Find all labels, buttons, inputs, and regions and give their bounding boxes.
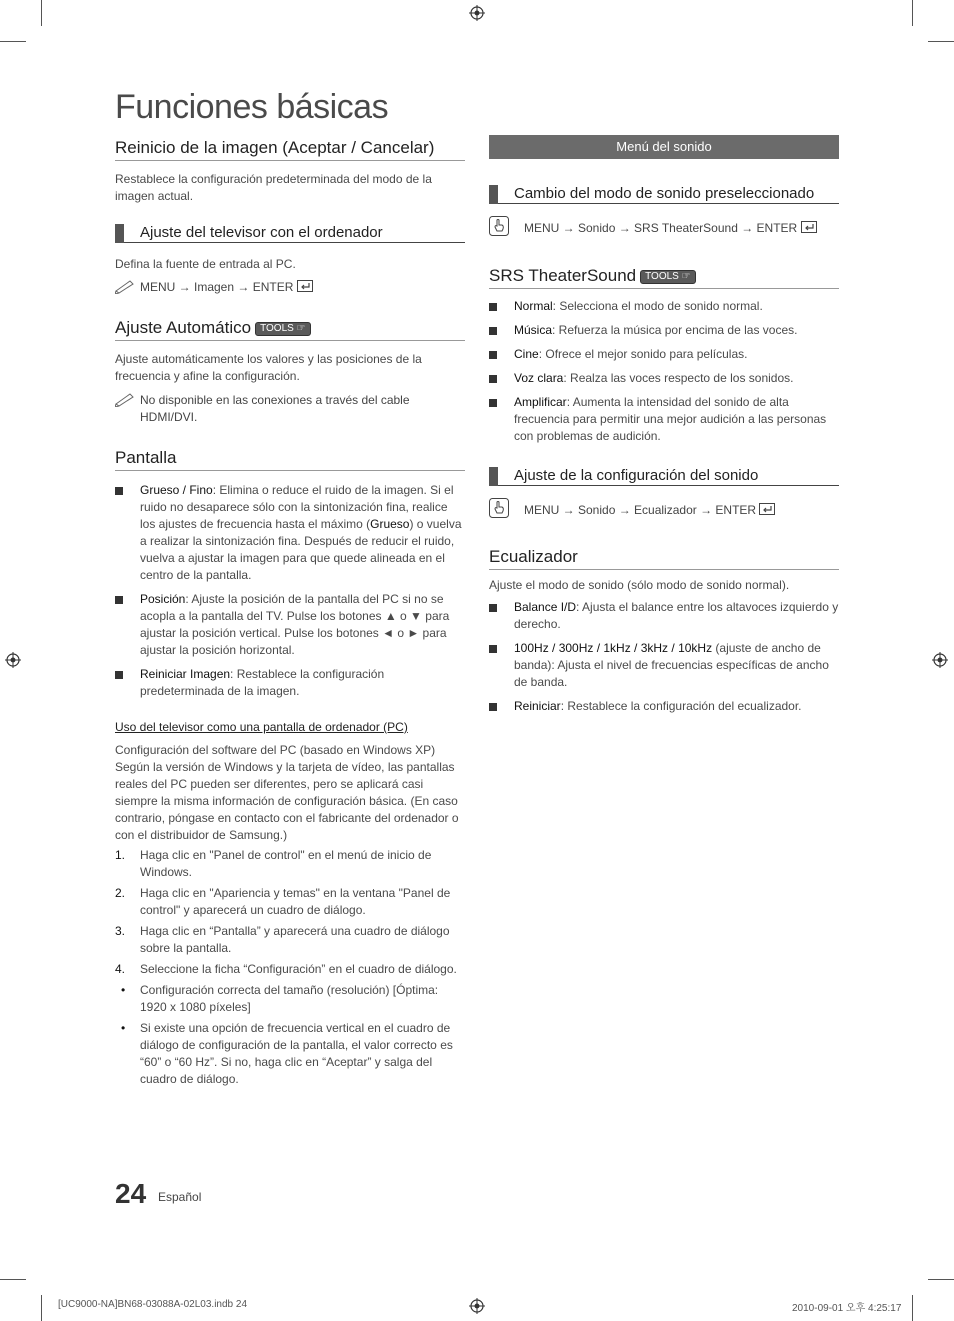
list-item <box>489 698 839 715</box>
item-term: 100Hz / 300Hz / 1kHz / 3kHz / 10kHz <box>514 641 713 655</box>
registration-mark-icon <box>469 5 485 21</box>
item-term: Normal <box>514 299 553 313</box>
right-column <box>489 135 839 722</box>
dot-bullet: • <box>121 1021 126 1035</box>
sound-config-menu-path: MENU → Sonido → Ecualizador → ENTER <box>524 503 757 517</box>
square-bullet-icon <box>489 645 497 653</box>
tools-hand-icon: ☞ <box>293 323 306 334</box>
list-item <box>115 923 465 957</box>
item-text: : Ajuste la posición de la pantalla del PC si no se acopla a la pantalla del TV. Pulse los botones ▲ o ▼ para ajustar la posición vertical. Pulse los botones ◄ o ► para ajustar la posición horizontal. <box>140 592 450 657</box>
srs-title: SRS TheaterSound <box>489 266 637 285</box>
eq-heading: Ecualizador <box>489 547 839 570</box>
sound-config-heading: Ajuste de la configuración del sonido <box>489 467 839 486</box>
sound-menu-banner: Menú del sonido <box>489 135 839 159</box>
square-bullet-icon <box>489 375 497 383</box>
crop-mark <box>928 1279 954 1280</box>
square-bullet-icon <box>489 351 497 359</box>
item-text: : Realza las voces respecto de los sonidos. <box>563 371 794 385</box>
item-term: Reiniciar Imagen <box>140 667 231 681</box>
pc-adjust-text: Defina la fuente de entrada al PC. <box>115 257 296 271</box>
tools-hand-icon: ☞ <box>678 271 691 282</box>
list-item <box>489 322 839 339</box>
auto-adjust-title: Ajuste Automático <box>115 318 252 337</box>
step-text: Haga clic en "Panel de control" en el menú de inicio de Windows. <box>140 848 432 879</box>
square-bullet-icon <box>115 671 123 679</box>
auto-adjust-note-text: No disponible en las conexiones a través del cable HDMI/DVI. <box>140 393 410 424</box>
crop-mark <box>928 41 954 42</box>
item-text: : Ajusta el balance entre los altavoces izquierdo y derecho. <box>514 600 839 631</box>
registration-mark-icon <box>932 652 948 668</box>
item-text: (ajuste de ancho de banda): Ajusta el nivel de frecuencias específicas de ancho de banda. <box>514 641 829 689</box>
list-item <box>489 599 839 633</box>
item-term: Música <box>514 323 553 337</box>
square-bullet-icon <box>489 604 497 612</box>
square-bullet-icon <box>115 487 123 495</box>
item-term: Voz clara <box>514 371 564 385</box>
auto-adjust-note <box>115 392 465 426</box>
item-text: : Restablece la configuración del ecualizador. <box>560 699 802 713</box>
crop-mark <box>41 0 42 26</box>
tools-badge <box>255 322 310 336</box>
list-item <box>489 640 839 691</box>
square-bullet-icon <box>115 596 123 604</box>
list-item <box>489 394 839 445</box>
srs-list <box>489 298 839 445</box>
pc-adjust-menu-row <box>115 279 465 296</box>
crop-mark <box>912 0 913 26</box>
tools-label: TOOLS <box>260 323 294 334</box>
list-item <box>115 666 465 700</box>
preset-menu-row <box>489 220 839 237</box>
preset-menu-path: MENU → Sonido → SRS TheaterSound → ENTER <box>524 221 798 235</box>
step-number: 1. <box>115 848 126 862</box>
page-number: 24 <box>115 1178 147 1209</box>
item-term: Grueso / Fino <box>140 483 213 497</box>
step-number: 3. <box>115 924 126 938</box>
item-text: : Aumenta la intensidad del sonido de alta frecuencia para permitir una mejor audición a las personas con problemas de audición. <box>514 395 827 443</box>
step-number: 4. <box>115 962 126 976</box>
tools-label: TOOLS <box>645 271 679 282</box>
item-text: : Ofrece el mejor sonido para películas. <box>538 347 748 361</box>
remote-hand-icon <box>489 498 509 518</box>
crop-mark <box>912 1295 913 1321</box>
pc-adjust-menu-path: MENU → Imagen → ENTER <box>140 280 294 294</box>
list-item <box>489 370 839 387</box>
enter-icon <box>297 280 313 292</box>
square-bullet-icon <box>489 303 497 311</box>
item-text: : Restablece la configuración predeterminada de la imagen. <box>140 667 385 698</box>
item-text: : Selecciona el modo de sonido normal. <box>552 299 763 313</box>
bullet-text: Si existe una opción de frecuencia vertical en el cuadro de diálogo de configuración de la pantalla, el valor correcto es “60” o “60 Hz”. Si no, haga clic en “Aceptar” y salga del cuadro de diálogo. <box>140 1021 453 1086</box>
note-pencil-icon <box>115 280 135 294</box>
srs-heading <box>489 266 839 289</box>
preset-heading: Cambio del modo de sonido preseleccionado <box>489 185 839 204</box>
list-item <box>489 298 839 315</box>
list-item <box>489 346 839 363</box>
auto-adjust-text: Ajuste automáticamente los valores y las posiciones de la frecuencia y afine la configuración. <box>115 352 422 383</box>
list-item <box>115 885 465 919</box>
tools-badge <box>640 270 695 284</box>
registration-mark-icon <box>5 652 21 668</box>
remote-hand-icon <box>489 216 509 236</box>
square-bullet-icon <box>489 703 497 711</box>
item-term: Cine <box>514 347 539 361</box>
item-term: Reiniciar <box>514 699 561 713</box>
auto-adjust-heading <box>115 318 465 341</box>
item-term: Balance I/D <box>514 600 577 614</box>
reset-heading: Reinicio de la imagen (Aceptar / Cancelar) <box>115 138 465 161</box>
enter-icon <box>759 503 775 515</box>
eq-list <box>489 599 839 715</box>
page-language: Español <box>158 1190 202 1204</box>
list-item <box>115 847 465 881</box>
left-column <box>115 138 465 1092</box>
dot-bullet: • <box>121 983 126 997</box>
crop-mark <box>0 1279 26 1280</box>
registration-mark-icon <box>469 1298 485 1314</box>
list-item <box>115 482 465 584</box>
item-term: Posición <box>140 592 186 606</box>
item-term: Grueso <box>370 517 410 531</box>
page-title: Funciones básicas <box>115 88 389 126</box>
pc-adjust-heading: Ajuste del televisor con el ordenador <box>115 224 465 243</box>
item-term: Amplificar <box>514 395 567 409</box>
slug-file: [UC9000-NA]BN68-03088A-02L03.indb 24 <box>58 1299 248 1310</box>
note-pencil-icon <box>115 393 135 407</box>
list-item <box>115 982 465 1016</box>
item-text: : Refuerza la música por encima de las voces. <box>552 323 798 337</box>
square-bullet-icon <box>489 327 497 335</box>
reset-text: Restablece la configuración predeterminada del modo de la imagen actual. <box>115 172 432 203</box>
pc-use-steps <box>115 847 465 1088</box>
step-text: Haga clic en "Apariencia y temas" en la ventana "Panel de control" y aparecerá un cuadro de diálogo. <box>140 886 451 917</box>
slug-date: 2010-09-01 오후 4:25:17 <box>792 1303 902 1314</box>
step-text: Haga clic en “Pantalla” y aparecerá una cuadro de diálogo sobre la pantalla. <box>140 924 450 955</box>
step-text: Seleccione la ficha “Configuración” en el cuadro de diálogo. <box>140 962 457 976</box>
list-item <box>115 961 465 978</box>
crop-mark <box>41 1295 42 1321</box>
pc-use-text: Configuración del software del PC (basado en Windows XP) Según la versión de Windows y la tarjeta de vídeo, las pantallas reales del PC pueden ser diferentes, pero se aplicará casi siempre la misma información de configuración básica. (En caso contrario, póngase en contacto con el fabricante del ordenador o con el distribuidor de Samsung.) <box>115 743 459 842</box>
screen-heading: Pantalla <box>115 448 465 471</box>
pc-use-heading: Uso del televisor como una pantalla de ordenador (PC) <box>115 720 408 734</box>
item-text: : Elimina o reduce el ruido de la imagen. Si el ruido no desaparece sólo con la sintonización fina, realice los ajustes de frecuencia hasta el máximo ( <box>140 483 454 531</box>
screen-list <box>115 482 465 700</box>
enter-icon <box>801 221 817 233</box>
item-text: ) o vuelva a realizar la sintonización fina. Después de reducir el ruido, vuelva a ajustar la imagen para que quede alineada en el centro de la pantalla. <box>140 517 462 582</box>
eq-text: Ajuste el modo de sonido (sólo modo de sonido normal). <box>489 578 790 592</box>
list-item <box>115 1020 465 1088</box>
step-number: 2. <box>115 886 126 900</box>
bullet-text: Configuración correcta del tamaño (resolución) [Óptima: 1920 x 1080 píxeles] <box>140 983 439 1014</box>
crop-mark <box>0 41 26 42</box>
sound-config-menu-row <box>489 502 839 519</box>
square-bullet-icon <box>489 399 497 407</box>
list-item <box>115 591 465 659</box>
